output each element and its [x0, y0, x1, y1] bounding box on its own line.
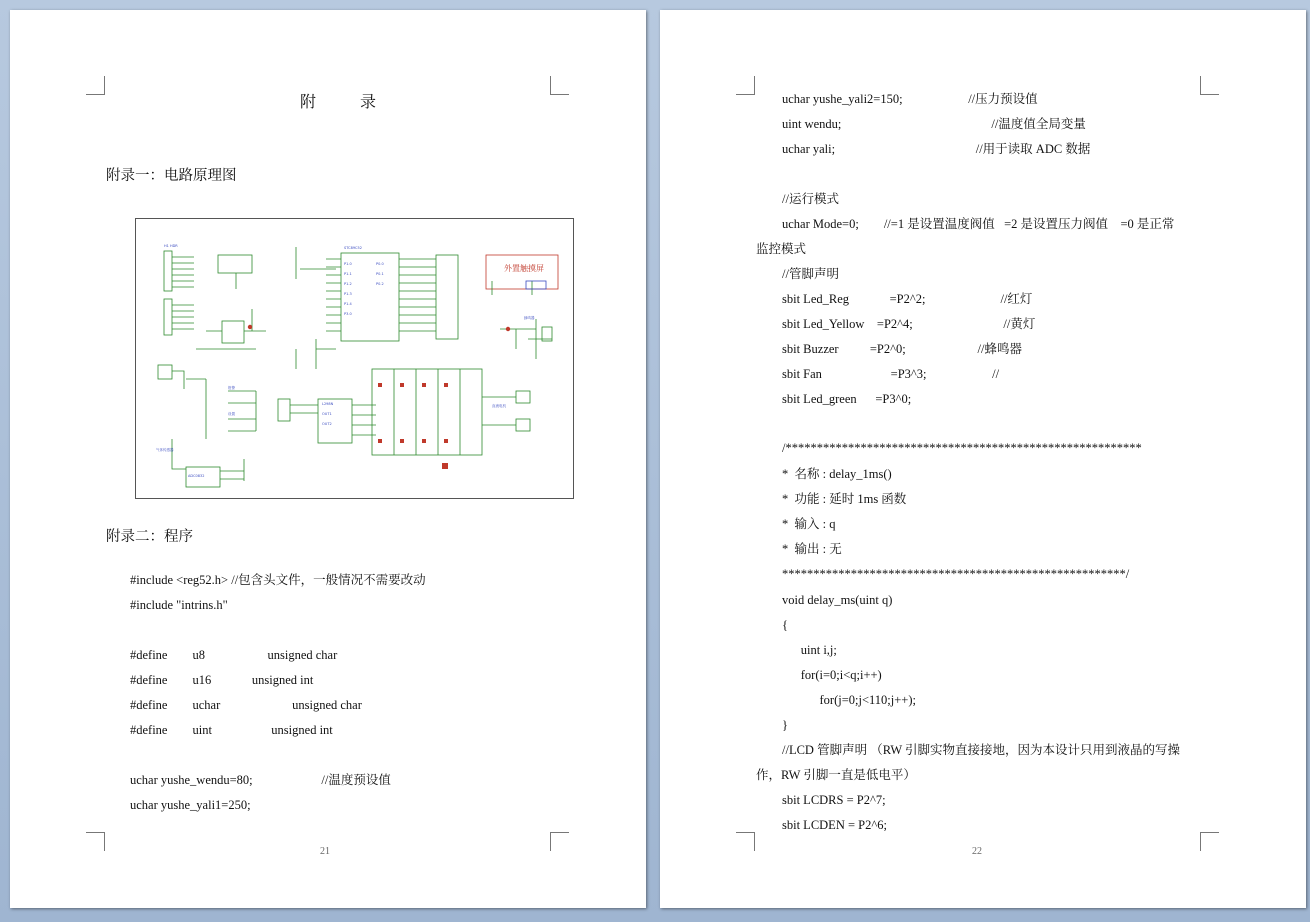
- svg-text:报警: 报警: [228, 386, 235, 390]
- code-line: sbit Buzzer =P2^0; //蜂鸣器: [782, 342, 1022, 356]
- svg-text:H1 HDR: H1 HDR: [164, 244, 178, 248]
- code-line: sbit Led_green =P3^0;: [782, 392, 912, 406]
- margin-mark: [550, 76, 569, 95]
- code-line: sbit LCDEN = P2^6;: [782, 818, 887, 832]
- code-line: 作，RW 引脚一直是低电平）: [756, 768, 916, 782]
- code-line: *******************************************************/: [782, 567, 1130, 581]
- code-line: /*********************************************************: [782, 441, 1142, 455]
- svg-text:OUT1: OUT1: [322, 412, 332, 416]
- code-line: //管脚声明: [782, 267, 839, 281]
- svg-text:直流电机: 直流电机: [492, 404, 506, 408]
- page-title: 附 录: [300, 94, 397, 111]
- svg-text:气体传感器: 气体传感器: [156, 448, 174, 452]
- code-line: uchar yushe_yali2=150; //压力预设值: [782, 92, 1038, 106]
- code-line: uchar Mode=0; //=1 是设置温度阀值 =2 是设置压力阀值 =0 是正常: [782, 217, 1175, 231]
- code-line: #include "intrins.h": [130, 598, 228, 612]
- svg-text:P0.0: P0.0: [376, 262, 384, 266]
- svg-text:设置: 设置: [228, 412, 235, 416]
- margin-mark: [1200, 76, 1219, 95]
- code-line: uchar yali; //用于读取 ADC 数据: [782, 142, 1091, 156]
- code-line: sbit Fan =P3^3; //: [782, 367, 1000, 381]
- svg-text:蜂鸣器: 蜂鸣器: [524, 316, 535, 320]
- margin-mark: [86, 76, 105, 95]
- svg-text:P0.1: P0.1: [376, 272, 384, 276]
- page-number: 22: [972, 846, 982, 857]
- svg-text:P1.0: P1.0: [344, 262, 352, 266]
- svg-text:P1.2: P1.2: [344, 282, 352, 286]
- svg-text:P3.0: P3.0: [344, 312, 352, 316]
- svg-text:P1.1: P1.1: [344, 272, 352, 276]
- svg-text:P1.4: P1.4: [344, 302, 352, 306]
- svg-text:ADC0832: ADC0832: [188, 474, 205, 478]
- code-line: uchar yushe_yali1=250;: [130, 798, 251, 812]
- code-line: void delay_ms(uint q): [782, 593, 893, 607]
- margin-mark: [86, 832, 105, 851]
- code-line: * 输入 : q: [782, 517, 836, 531]
- code-line: uint i,j;: [782, 643, 837, 657]
- svg-text:P1.3: P1.3: [344, 292, 352, 296]
- code-line: #define uint unsigned int: [130, 723, 333, 737]
- code-line: * 输出 : 无: [782, 542, 842, 556]
- svg-text:P0.2: P0.2: [376, 282, 384, 286]
- code-line: #define uchar unsigned char: [130, 698, 362, 712]
- code-line: uchar yushe_wendu=80; //温度预设值: [130, 773, 391, 787]
- margin-mark: [736, 832, 755, 851]
- code-line: sbit Led_Yellow =P2^4; //黄灯: [782, 317, 1036, 331]
- code-line: * 功能 : 延时 1ms 函数: [782, 492, 907, 506]
- code-line: * 名称 : delay_1ms(): [782, 467, 892, 481]
- code-line: for(j=0;j<110;j++);: [782, 693, 916, 707]
- appendix1-heading: 附录一：电路原理图: [106, 168, 237, 184]
- code-line: #include <reg52.h> //包含头文件，一般情况不需要改动: [130, 573, 426, 587]
- svg-text:OUT2: OUT2: [322, 422, 332, 426]
- svg-text:STC89C52: STC89C52: [344, 246, 362, 250]
- code-line: //LCD 管脚声明 （RW 引脚实物直接接地，因为本设计只用到液晶的写操: [782, 743, 1181, 757]
- margin-mark: [736, 76, 755, 95]
- svg-text:L298N: L298N: [322, 402, 334, 406]
- page-number: 21: [320, 846, 330, 857]
- circuit-schematic: [135, 218, 574, 499]
- code-line: {: [782, 618, 788, 632]
- code-line: #define u16 unsigned int: [130, 673, 314, 687]
- appendix2-heading: 附录二：程序: [106, 529, 193, 545]
- document-page-22: [660, 10, 1306, 908]
- margin-mark: [550, 832, 569, 851]
- code-line: }: [782, 718, 788, 732]
- schematic-module-label: 外置触摸屏: [504, 264, 544, 273]
- document-page-21: [10, 10, 646, 908]
- code-line: sbit Led_Reg =P2^2; //红灯: [782, 292, 1033, 306]
- code-line: uint wendu; //温度值全局变量: [782, 117, 1086, 131]
- code-line: //运行模式: [782, 192, 839, 206]
- code-line: #define u8 unsigned char: [130, 648, 338, 662]
- schematic-drawing: [136, 219, 573, 498]
- code-line: sbit LCDRS = P2^7;: [782, 793, 886, 807]
- code-line: for(i=0;i<q;i++): [782, 668, 882, 682]
- margin-mark: [1200, 832, 1219, 851]
- code-line: 监控模式: [756, 242, 807, 256]
